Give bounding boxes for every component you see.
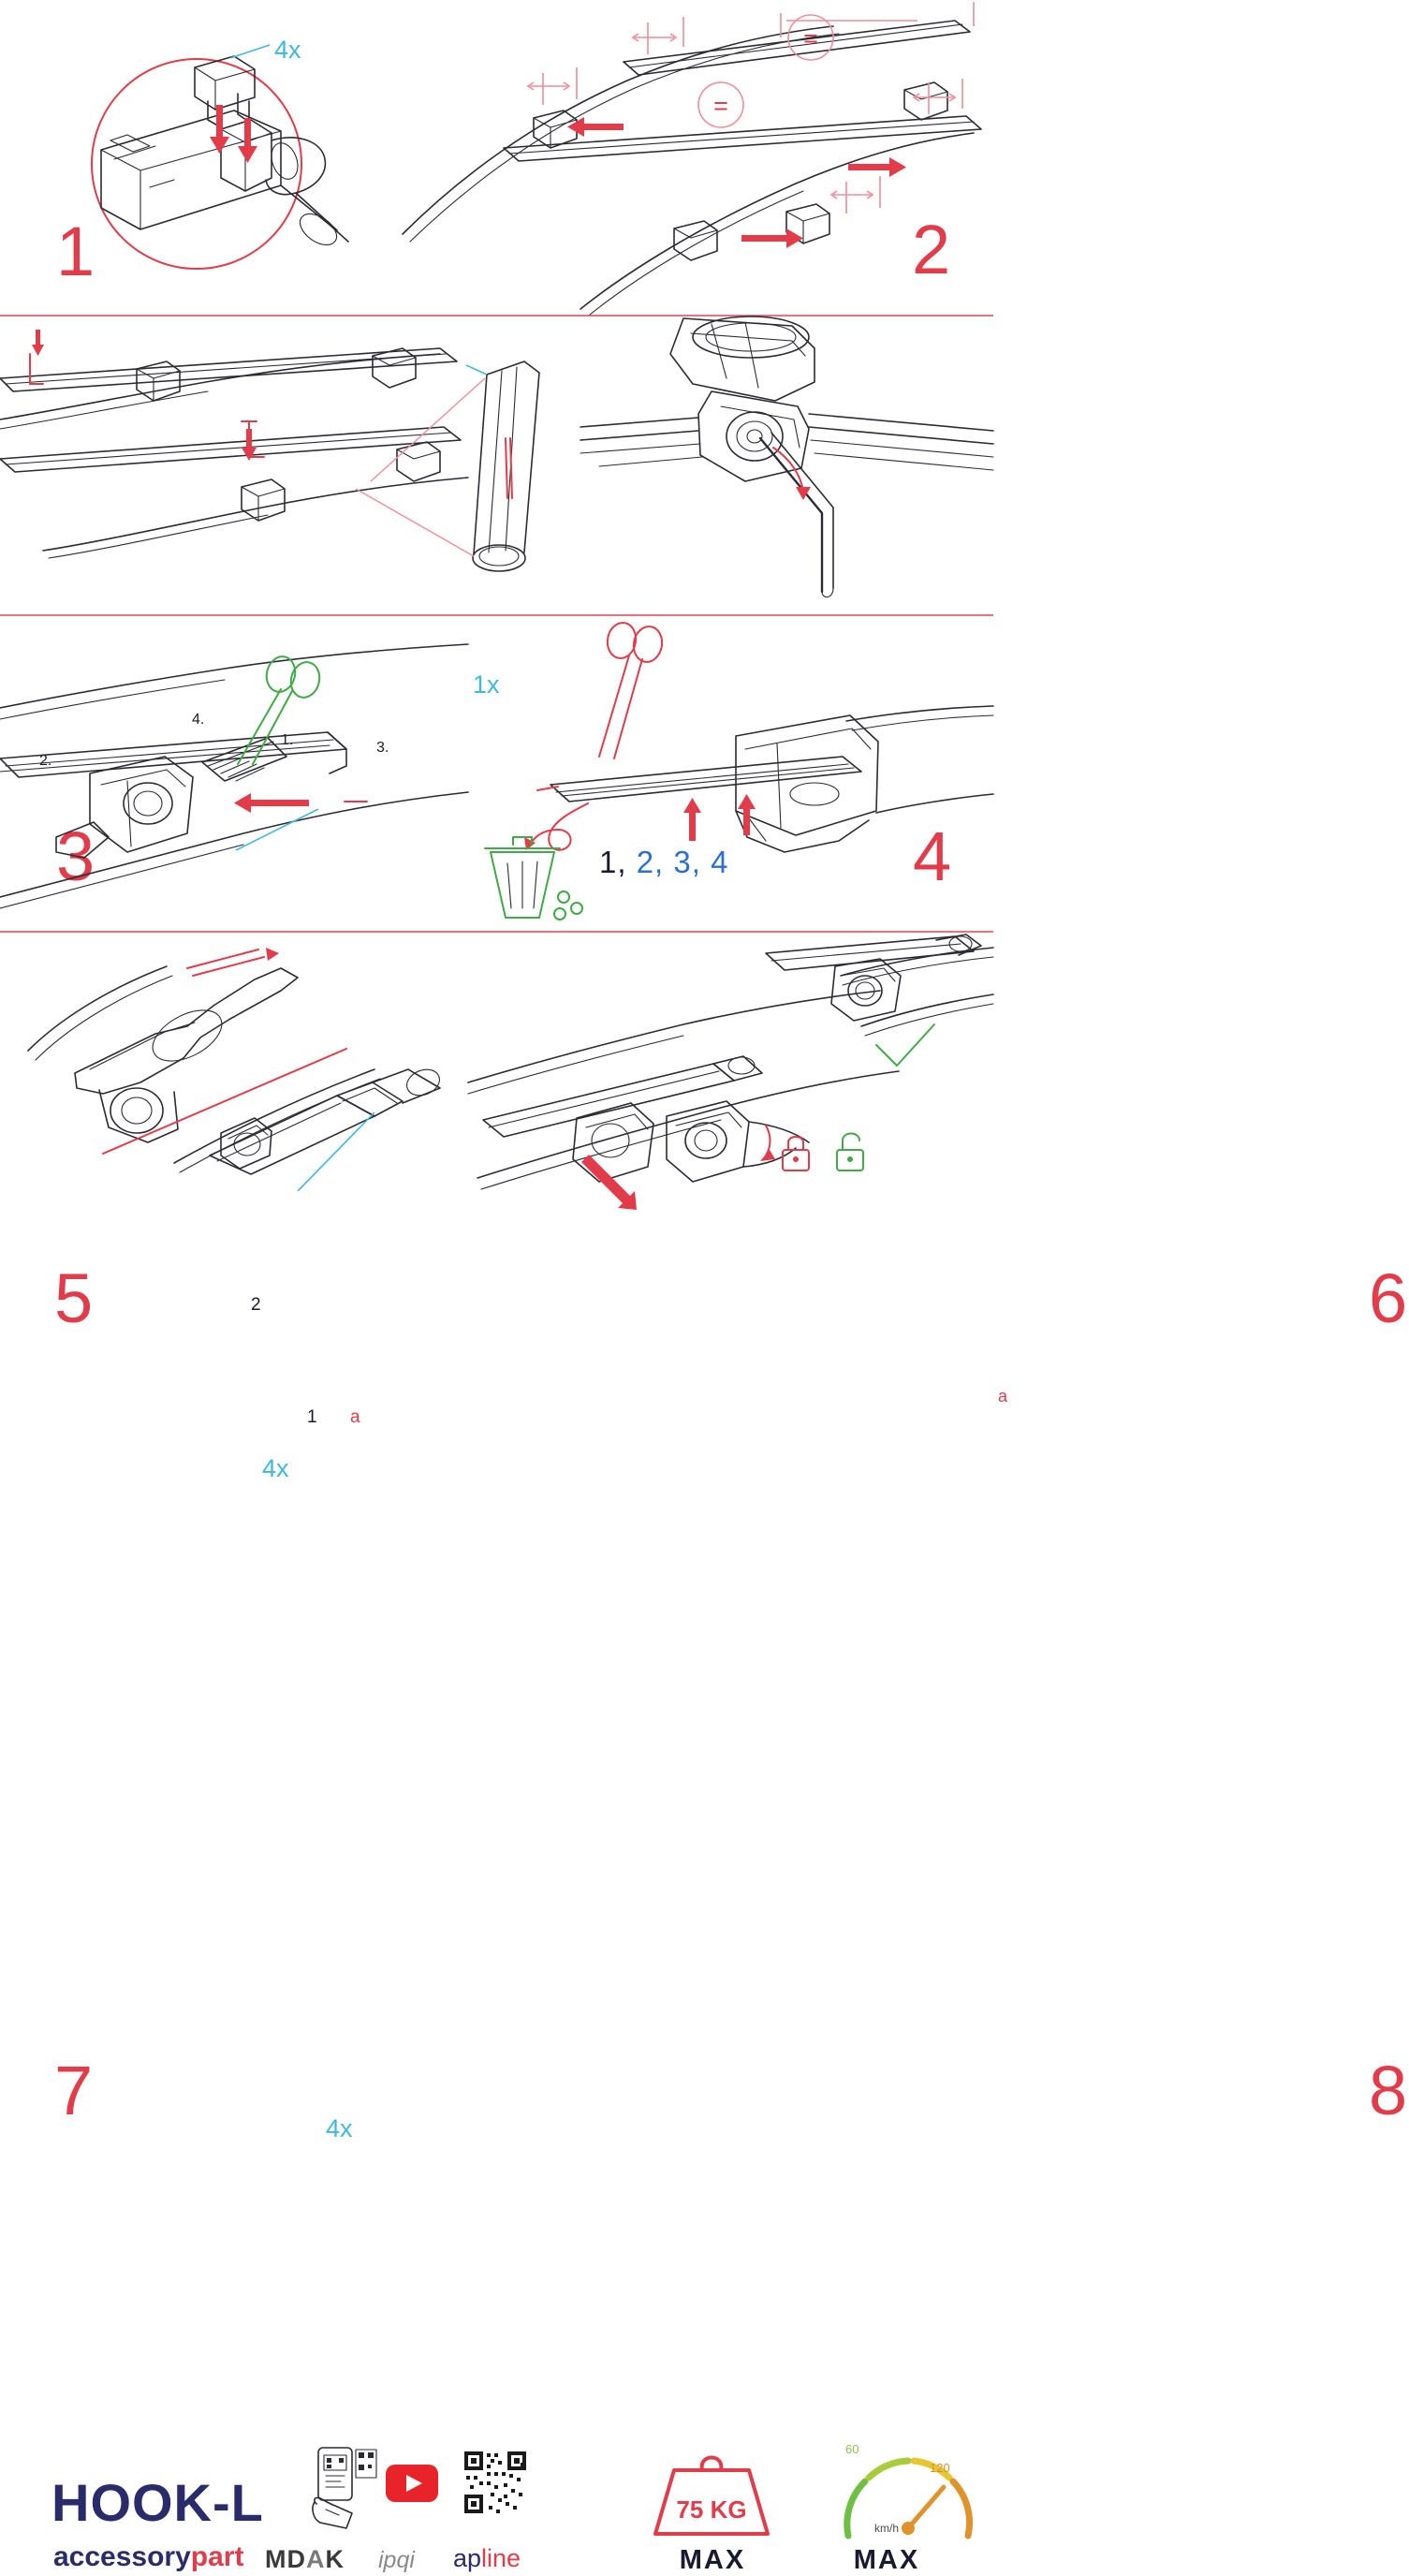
max-speed-label: MAX <box>853 2545 920 2575</box>
brand-sub-right: part <box>190 2541 244 2572</box>
max-weight-label: MAX <box>679 2545 746 2575</box>
seq-1: 1, <box>599 845 627 879</box>
qr-code-icon <box>462 2450 528 2515</box>
youtube-icon[interactable] <box>386 2465 438 2502</box>
step-number-4: 4 <box>913 817 954 895</box>
callout-label-3: 3. <box>376 740 389 756</box>
partner-mdak <box>265 2545 345 2574</box>
seq-3: 3, <box>673 845 701 879</box>
panel-step-8 <box>468 933 1409 2129</box>
step-8-illustration <box>468 933 993 1217</box>
panel-step-6 <box>468 616 1409 1406</box>
apline-left: ap <box>453 2544 482 2572</box>
seq-2: 2, <box>636 845 665 879</box>
svg-text:=: = <box>713 92 728 120</box>
speed-tick-max: 120 <box>930 2461 950 2475</box>
quantity-label-step-3: 1x <box>473 670 500 699</box>
callout-label-2-step-5: 2 <box>251 1295 261 1315</box>
step-3-illustration <box>0 316 580 614</box>
brand-title: HOOK-L <box>51 2473 264 2532</box>
step-number-6: 6 <box>1369 1259 1409 1337</box>
apline-right: line <box>481 2544 521 2572</box>
quantity-label-step-7: 4x <box>326 2114 353 2142</box>
speed-tick-min: 60 <box>845 2442 859 2456</box>
brand-sub-left: accessory <box>53 2541 191 2572</box>
step-2-illustration <box>393 0 993 315</box>
panel-step-1 <box>0 0 393 315</box>
mdak-right: K <box>325 2545 345 2573</box>
step-number-2: 2 <box>912 211 953 288</box>
callout-label-a-step-5: a <box>350 1407 360 1427</box>
panel-step-3 <box>0 316 580 895</box>
mdak-left: MD <box>265 2545 306 2573</box>
phone-qr-icon <box>298 2444 384 2530</box>
panel-step-2 <box>393 0 993 315</box>
speed-unit-label: km/h <box>873 2522 899 2535</box>
panel-step-7 <box>0 933 468 2142</box>
mdak-mid: A <box>306 2545 326 2573</box>
max-weight-value: 75 KG <box>676 2495 747 2524</box>
step-number-1: 1 <box>56 213 97 290</box>
partner-apline <box>453 2544 521 2573</box>
callout-label-1-step-5: 1 <box>307 1407 317 1427</box>
quantity-label-step-5: 4x <box>262 1454 289 1482</box>
callout-label-a-step-6: a <box>998 1387 1008 1406</box>
step-5-illustration <box>0 616 468 931</box>
panel-step-5 <box>0 616 468 1482</box>
partner-ipqi: ipqi <box>378 2547 415 2573</box>
step-number-5: 5 <box>54 1259 95 1337</box>
step-7-illustration <box>0 933 468 1217</box>
quantity-label-step-1: 4x <box>274 36 301 64</box>
brand-subtitle <box>53 2541 243 2573</box>
callout-label-4: 4. <box>192 712 205 728</box>
step-6-illustration <box>468 616 993 931</box>
panel-step-4 <box>580 316 993 895</box>
step-number-8: 8 <box>1369 2052 1409 2129</box>
step-number-7: 7 <box>54 2052 95 2129</box>
seq-4: 4 <box>711 845 729 879</box>
step-number-3: 3 <box>56 817 97 895</box>
callout-label-2: 2. <box>39 753 52 769</box>
step-4-illustration <box>580 316 993 614</box>
svg-text:=: = <box>803 24 818 52</box>
callout-label-1: 1. <box>281 732 294 748</box>
